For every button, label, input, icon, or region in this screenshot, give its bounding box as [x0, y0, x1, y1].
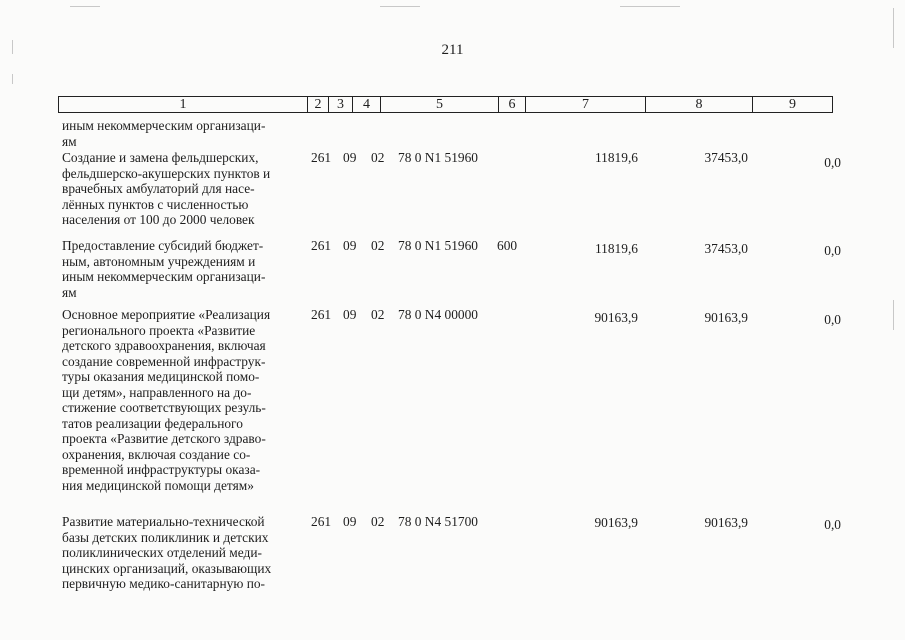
row-code-c3: 09	[343, 514, 357, 529]
row-value-c7: 90163,9	[594, 310, 638, 325]
scan-artifact	[380, 6, 420, 7]
header-cell-5: 5	[380, 97, 498, 112]
row-code-c5: 78 0 N4 51700	[398, 514, 478, 529]
row-value-c8: 37453,0	[704, 150, 748, 165]
row-name-line: туры оказания медицинской помо-	[62, 369, 260, 384]
row-code-c3: 09	[343, 238, 357, 253]
row-value-c9: 0,0	[824, 517, 841, 532]
row-name-line: ям	[62, 284, 77, 300]
scan-artifact	[70, 6, 100, 7]
row-code-c3: 09	[343, 150, 357, 165]
row-name-line: детского здравоохранения, включая	[62, 338, 266, 353]
scan-artifact	[893, 300, 894, 330]
row-name-line: первичную медико-санитарную по-	[62, 576, 266, 591]
row-value-c7: 90163,9	[594, 515, 638, 530]
row-code-c4: 02	[371, 150, 385, 165]
continuation-line-1: иным некоммерческим организаци-	[62, 118, 266, 133]
page-number: 211	[441, 42, 464, 58]
row-name-line: Предоставление субсидий бюджет-	[62, 238, 264, 253]
row-name-line: ным, автономным учреждениям и	[62, 253, 256, 269]
row-code-c5: 78 0 N4 00000	[398, 307, 478, 322]
header-cell-3: 3	[328, 97, 352, 112]
row-code-c3: 09	[343, 307, 357, 322]
row-code-c2: 261	[311, 150, 332, 165]
row-name-line: населения от 100 до 2000 человек	[62, 212, 255, 227]
row-name-line: временной инфраструктуры оказа-	[62, 462, 261, 477]
scan-artifact	[12, 74, 13, 84]
row-name-line: охранения, включая создание со-	[62, 446, 251, 462]
row-name-line: создание современной инфраструк-	[62, 353, 266, 369]
row-code-c4: 02	[371, 307, 385, 322]
row-name-line: врачебных амбулаторий для насе-	[62, 181, 255, 196]
scan-artifact	[620, 6, 680, 7]
row-code-c4: 02	[371, 514, 385, 529]
table-header-row	[58, 96, 833, 113]
row-name-line: поликлинических отделений меди-	[62, 545, 262, 560]
scan-artifact	[893, 8, 894, 48]
header-cell-8: 8	[645, 97, 752, 112]
row-value-c7: 11819,6	[594, 150, 638, 165]
row-name-line: щи детям», направленного на до-	[62, 384, 252, 400]
row-code-c2: 261	[311, 307, 332, 322]
row-name-line: фельдшерско-акушерских пунктов и	[62, 165, 271, 181]
row-value-c7: 11819,6	[594, 241, 638, 256]
continuation-line-2: ям	[62, 133, 77, 149]
row-code-c5: 78 0 N1 51960	[398, 238, 478, 253]
header-cell-2: 2	[307, 97, 328, 112]
row-name-line: Развитие материально-технической	[62, 514, 265, 529]
header-cell-9: 9	[752, 97, 832, 112]
row-name-line: Создание и замена фельдшерских,	[62, 150, 259, 165]
row-value-c8: 90163,9	[704, 310, 748, 325]
row-name-line: ния медицинской помощи детям»	[62, 477, 254, 493]
row-name-line: Основное мероприятие «Реализация	[62, 307, 271, 322]
row-value-c9: 0,0	[824, 243, 841, 258]
row-name-line: базы детских поликлиник и детских	[62, 529, 269, 545]
row-value-c9: 0,0	[824, 155, 841, 170]
row-name-line: татов реализации федерального	[62, 415, 243, 431]
row-name-line: проекта «Развитие детского здраво-	[62, 431, 266, 446]
row-name-line: стижение соответствующих резуль-	[62, 400, 266, 415]
row-name-line: лённых пунктов с численностью	[62, 196, 249, 212]
row-value-c8: 37453,0	[704, 241, 748, 256]
row-code-c2: 261	[311, 238, 332, 253]
scan-artifact	[12, 40, 13, 54]
header-cell-7: 7	[525, 97, 645, 112]
row-value-c9: 0,0	[824, 312, 841, 327]
row-code-c6: 600	[497, 238, 518, 253]
header-cell-6: 6	[498, 97, 525, 112]
header-cell-4: 4	[352, 97, 380, 112]
row-name-line: иным некоммерческим организаци-	[62, 269, 266, 284]
row-code-c5: 78 0 N1 51960	[398, 150, 478, 165]
row-code-c4: 02	[371, 238, 385, 253]
row-name-line: регионального проекта «Развитие	[62, 322, 256, 338]
row-value-c8: 90163,9	[704, 515, 748, 530]
row-code-c2: 261	[311, 514, 332, 529]
header-cell-1: 1	[179, 97, 187, 112]
row-name-line: цинских организаций, оказывающих	[62, 560, 272, 576]
